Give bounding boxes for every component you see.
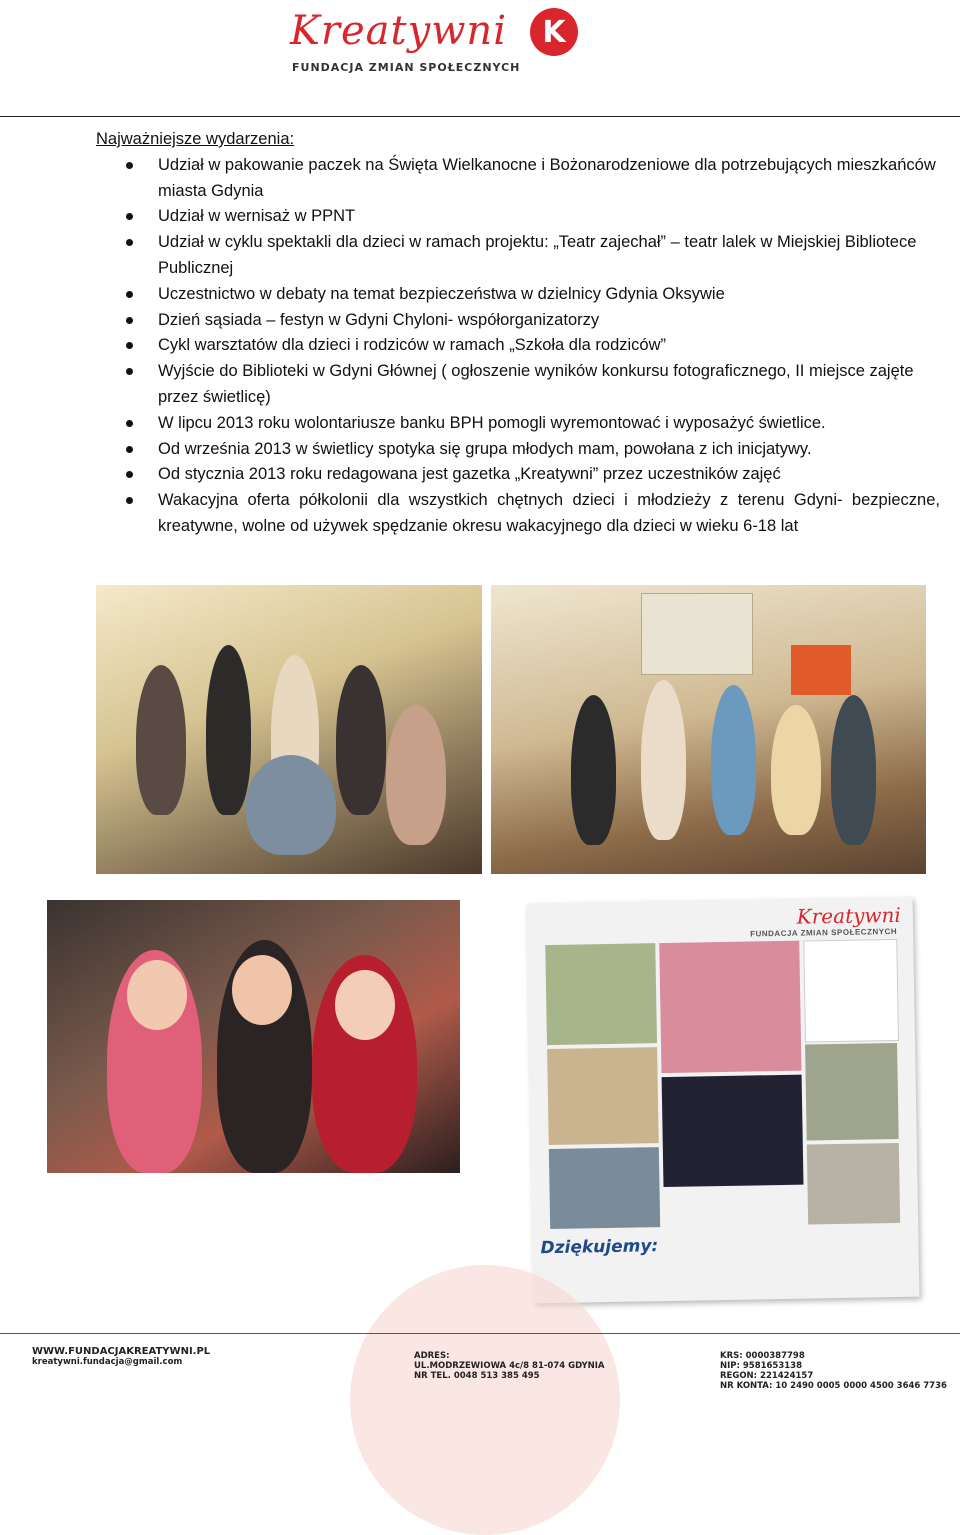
bullet-icon	[126, 368, 133, 375]
bullet-icon	[126, 342, 133, 349]
group-photo-children-library	[96, 585, 482, 874]
list-item: Cykl warsztatów dla dzieci i rodziców w ramach „Szkoła dla rodziców”	[96, 333, 940, 359]
footer-divider	[0, 1333, 960, 1334]
bullet-icon	[126, 291, 133, 298]
poster-logo-subtitle: FUNDACJA ZMIAN SPOŁECZNYCH	[750, 926, 898, 939]
list-item: W lipcu 2013 roku wolontariusze banku BPH pomogli wyremontować i wyposażyć świetlice.	[96, 411, 940, 437]
events-section	[96, 127, 940, 540]
bullet-icon	[126, 162, 133, 169]
list-item: Wakacyjna oferta półkolonii dla wszystkich chętnych dzieci i młodzieży z terenu Gdyni- bezpieczne, kreatywne, wolne od używek spędzanie okresu wakacyjnego dla dzieci w wieku 6-18 lat	[96, 488, 940, 540]
bullet-icon	[126, 471, 133, 478]
poster-thanks: Dziękujemy:	[540, 1236, 659, 1259]
logo-k-icon: K	[530, 8, 578, 56]
list-item: Udział w wernisaż w PPNT	[96, 204, 940, 230]
list-item: Wyjście do Biblioteki w Gdyni Głównej ( ogłoszenie wyników konkursu fotograficznego, II miejsce zajęte przez świetlicę)	[96, 359, 940, 411]
logo-wordmark: Kreatywni	[290, 8, 507, 54]
footer-contact-web	[32, 1347, 210, 1367]
events-list	[96, 153, 940, 540]
bullet-icon	[126, 446, 133, 453]
header-logo	[290, 6, 590, 76]
bullet-icon	[126, 239, 133, 246]
logo-subtitle: FUNDACJA ZMIAN SPOŁECZNYCH	[292, 61, 521, 74]
list-item: Od stycznia 2013 roku redagowana jest gazetka „Kreatywni” przez uczestników zajęć	[96, 462, 940, 488]
bullet-icon	[126, 213, 133, 220]
list-item: Od września 2013 w świetlicy spotyka się grupa młodych mam, powołana z ich inicjatywy.	[96, 437, 940, 463]
photo-girls-costumes	[47, 900, 460, 1173]
group-photo-children-posters	[491, 585, 926, 874]
bullet-icon	[126, 497, 133, 504]
footer-address: ADRES: UL.MODRZEWIOWA 4c/8 81-074 GDYNIA NR TEL. 0048 513 385 495	[414, 1351, 605, 1381]
bullet-icon	[126, 420, 133, 427]
list-item: Uczestnictwo w debaty na temat bezpieczeństwa w dzielnicy Gdynia Oksywie	[96, 282, 940, 308]
footer-registry: KRS: 0000387798 NIP: 9581653138 REGON: 221424157 NR KONTA: 10 2490 0005 0000 4500 3646 7736	[720, 1351, 947, 1391]
exhibition-poster	[527, 897, 920, 1304]
list-item: Udział w cyklu spektakli dla dzieci w ramach projektu: „Teatr zajechał” – teatr lalek w Miejskiej Bibliotece Publicznej	[96, 230, 940, 282]
list-item: Udział w pakowanie paczek na Święta Wielkanocne i Bożonarodzeniowe dla potrzebujących mieszkańców miasta Gdynia	[96, 153, 940, 205]
poster-logo: Kreatywni	[796, 902, 902, 929]
header-divider	[0, 116, 960, 117]
footer-logo-watermark	[350, 1265, 620, 1535]
bullet-icon	[126, 317, 133, 324]
events-heading: Najważniejsze wydarzenia:	[96, 130, 295, 148]
footer-email: kreatywni.fundacja@gmail.com	[32, 1357, 183, 1367]
footer-website: WWW.FUNDACJAKREATYWNI.PL	[32, 1346, 211, 1357]
list-item: Dzień sąsiada – festyn w Gdyni Chyloni- współorganizatorzy	[96, 308, 940, 334]
